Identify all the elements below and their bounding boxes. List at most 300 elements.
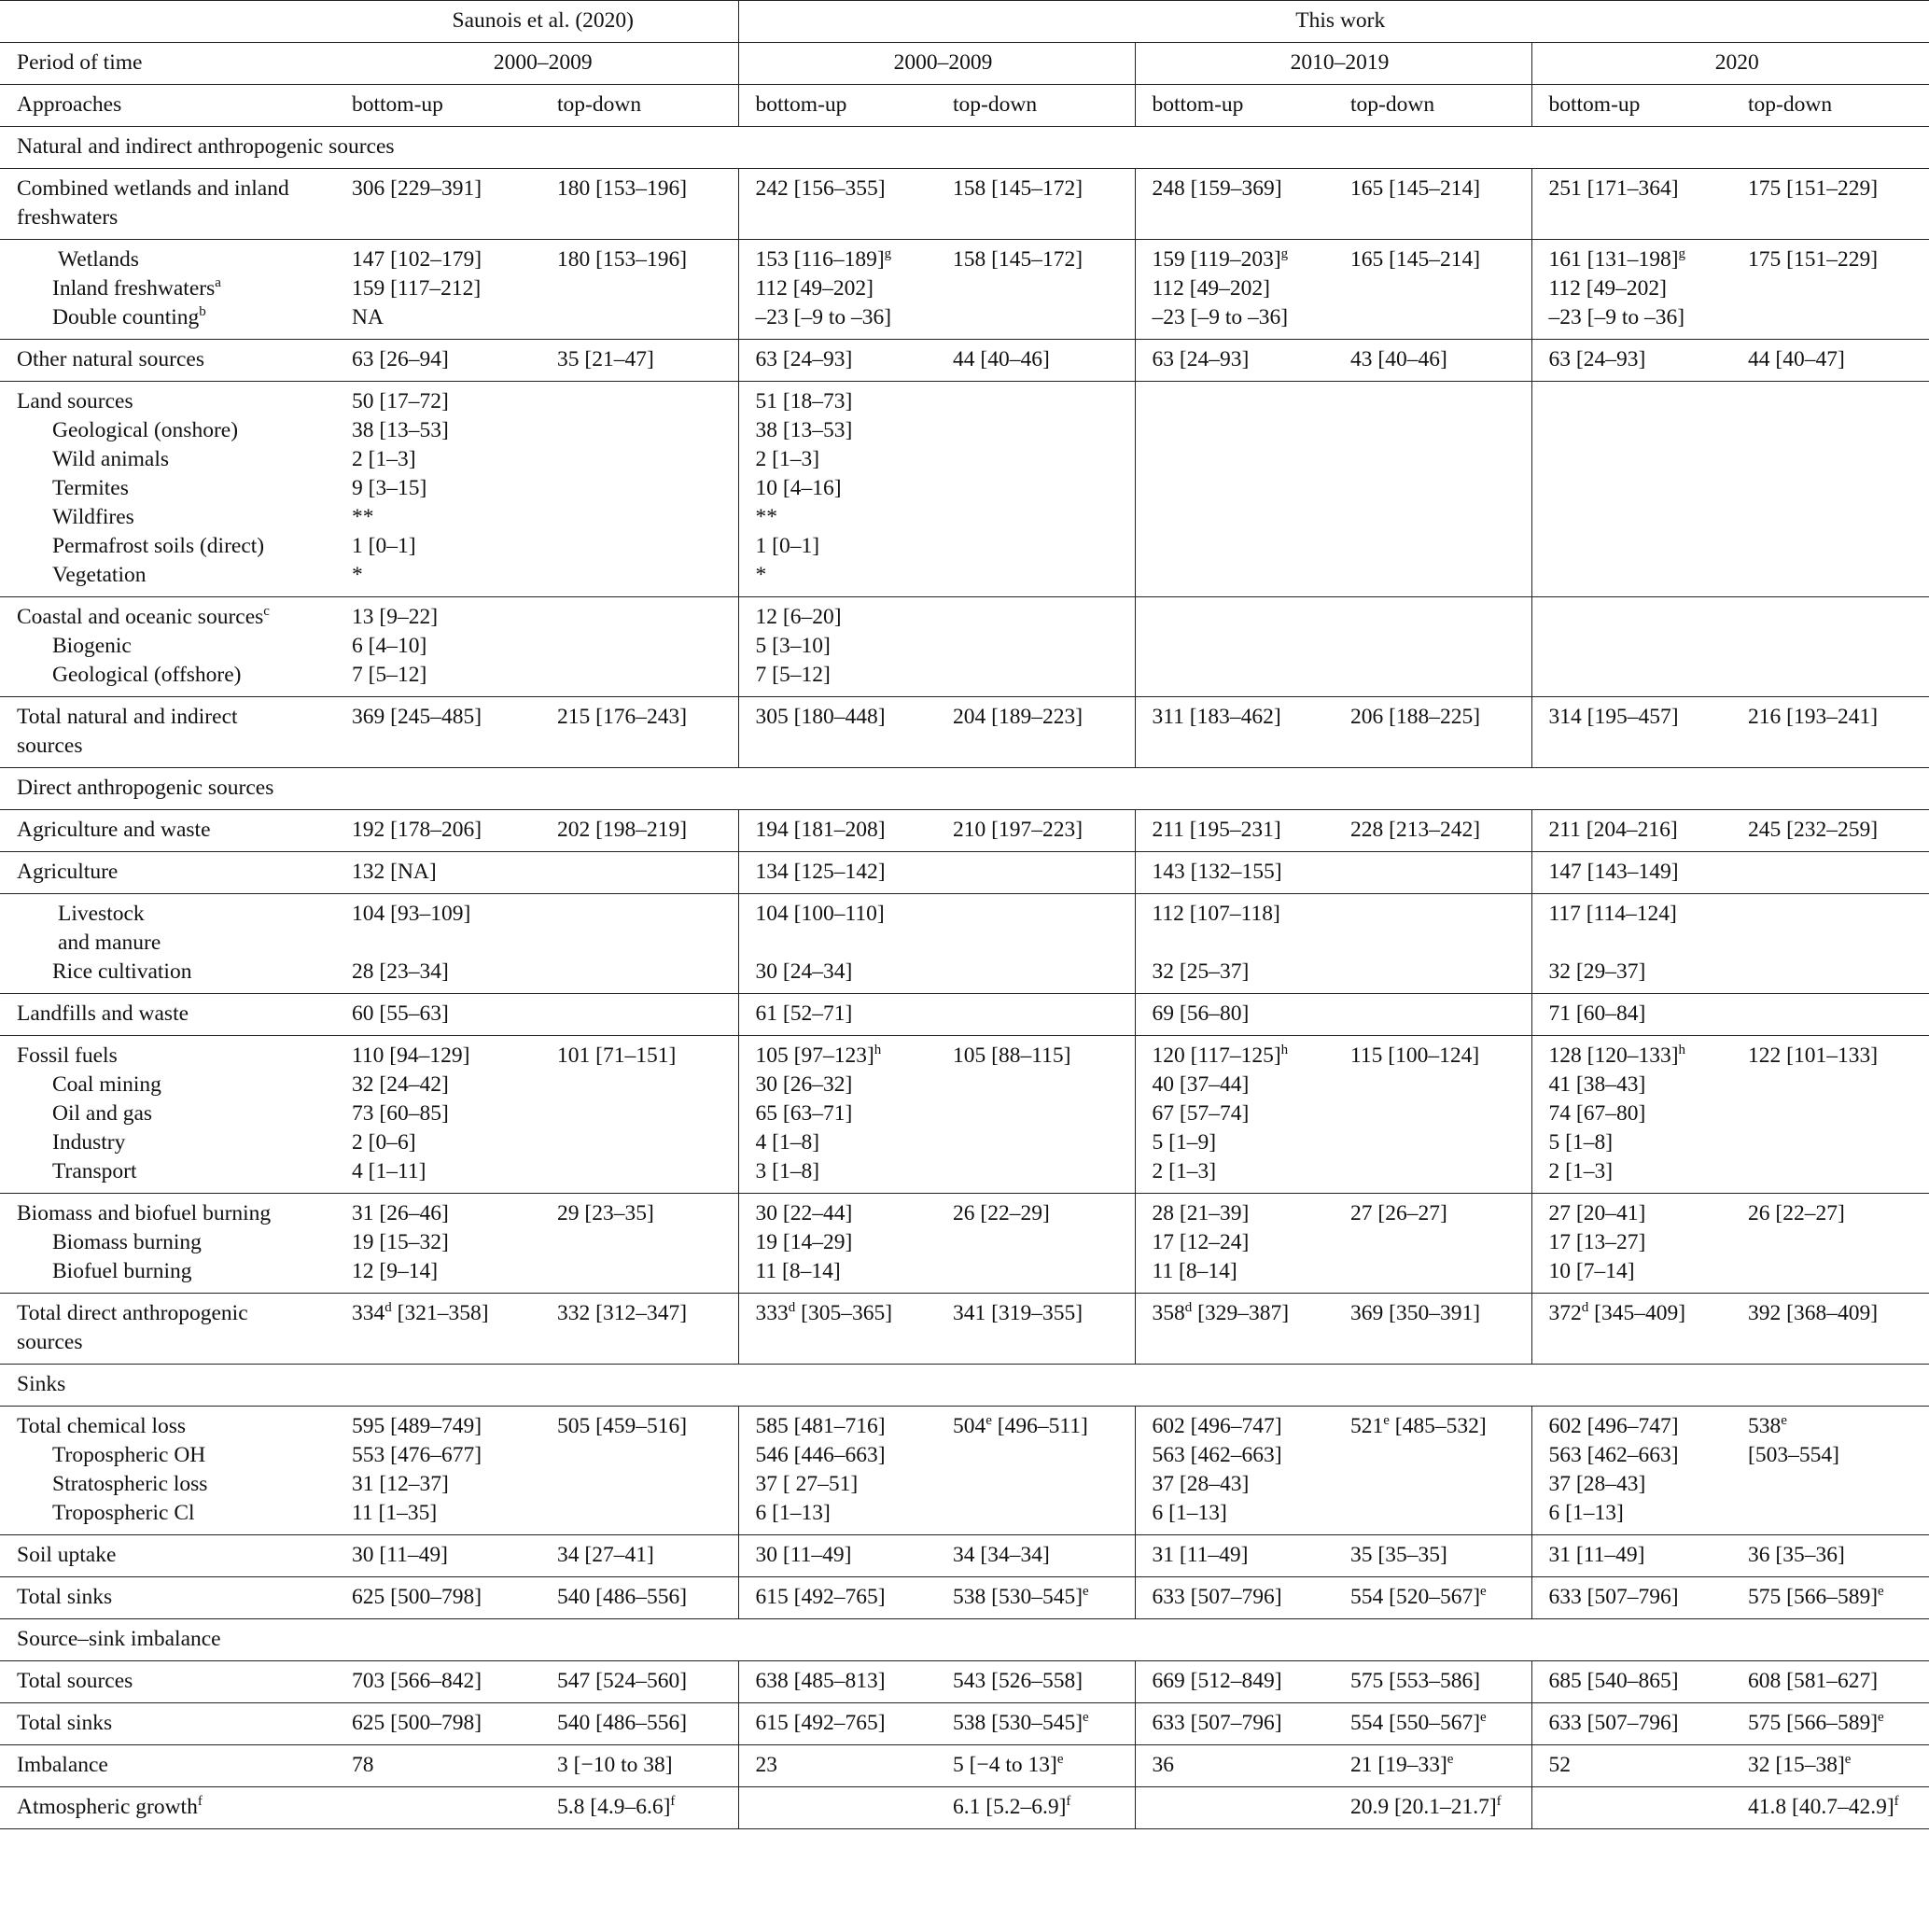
value-line: 2 [1–3] <box>755 447 820 471</box>
value-line: 602 [496–747] <box>1152 1414 1282 1438</box>
section-heading: Natural and indirect anthropogenic sources <box>0 127 1929 169</box>
value-line <box>557 1793 734 1822</box>
value-line: 563 [462–663] <box>1548 1443 1679 1467</box>
footnote-marker: e <box>1781 1413 1787 1428</box>
value-text: Livestock <box>58 902 145 926</box>
value-line: 73 [60–85] <box>352 1101 449 1126</box>
value-cell <box>1334 240 1531 340</box>
value-cell <box>1531 1407 1731 1535</box>
row-label-line <box>17 1199 331 1228</box>
value-line <box>953 1751 1131 1780</box>
value-cell <box>335 382 540 597</box>
value-line: 595 [489–749] <box>352 1414 482 1438</box>
value-cell <box>1531 1661 1731 1703</box>
row-label-line <box>17 1470 331 1499</box>
row-label-line <box>17 1157 331 1186</box>
value-text: Agriculture <box>17 860 119 884</box>
header-approach: bottom-up <box>1531 85 1731 127</box>
value-text: freshwaters <box>17 205 119 230</box>
value-line: 37 [28–43] <box>1152 1472 1250 1496</box>
row-label <box>0 1745 335 1787</box>
header-approach: top-down <box>1731 85 1929 127</box>
value-cell <box>540 382 738 597</box>
row-label <box>0 1703 335 1745</box>
footnote-marker: e <box>1083 1710 1089 1725</box>
table-row <box>0 340 1929 382</box>
value-text: Wild animals <box>52 447 170 471</box>
value-cell <box>1531 1745 1731 1787</box>
row-label <box>0 1787 335 1829</box>
value-cell <box>335 1294 540 1365</box>
row-label-line <box>17 858 331 887</box>
value-line: 669 [512–849] <box>1152 1669 1282 1693</box>
value-cell <box>738 894 936 994</box>
value-line <box>1748 1751 1925 1780</box>
value-line: 17 [13–27] <box>1548 1230 1646 1254</box>
value-cell <box>1731 1745 1929 1787</box>
header-approach: bottom-up <box>738 85 936 127</box>
value-line: 26 [22–27] <box>1748 1201 1845 1225</box>
value-line: 192 [178–206] <box>352 818 482 842</box>
value-cell <box>738 994 936 1036</box>
table-row <box>0 1407 1929 1535</box>
value-text: 161 [131–198] <box>1548 247 1679 272</box>
value-line: 608 [581–627] <box>1748 1669 1879 1693</box>
value-cell <box>936 894 1135 994</box>
value-line: 175 [151–229] <box>1748 176 1879 201</box>
value-cell <box>1334 1745 1531 1787</box>
value-cell <box>738 697 936 768</box>
header-period: 2000–2009 <box>738 43 1135 85</box>
footnote-marker: e <box>1844 1752 1852 1767</box>
value-line: 2 [1–3] <box>352 447 416 471</box>
value-line: 625 [500–798] <box>352 1585 482 1609</box>
value-cell <box>936 597 1135 697</box>
value-cell <box>936 1194 1135 1294</box>
value-line <box>1549 1299 1728 1328</box>
value-cell <box>1531 994 1731 1036</box>
value-line: 7 [5–12] <box>352 663 427 687</box>
value-cell <box>540 1577 738 1619</box>
row-label-line <box>17 274 331 303</box>
footnote-marker: h <box>1280 1043 1289 1057</box>
value-line: 112 [49–202] <box>1548 276 1667 301</box>
value-text: Imbalance <box>17 1753 108 1777</box>
value-line: 74 [67–80] <box>1548 1101 1646 1126</box>
value-cell <box>540 852 738 894</box>
value-cell <box>1334 994 1531 1036</box>
section-row <box>0 768 1929 810</box>
value-line: 117 [114–124] <box>1548 902 1677 926</box>
value-line: 7 [5–12] <box>755 663 831 687</box>
row-label-line <box>17 1751 331 1780</box>
row-label-line <box>17 345 331 374</box>
value-cell <box>1731 1294 1929 1365</box>
value-line: 37 [ 27–51] <box>755 1472 859 1496</box>
row-label-line <box>17 1042 331 1071</box>
value-line: 30 [24–34] <box>755 959 853 984</box>
footnote-marker: d <box>788 1300 796 1315</box>
value-cell <box>738 852 936 894</box>
value-text: 21 [19–33] <box>1350 1753 1447 1777</box>
value-line: 633 [507–796] <box>1548 1711 1679 1735</box>
value-cell <box>1135 994 1334 1036</box>
value-text: Combined wetlands and inland <box>17 176 289 201</box>
value-text: 334 <box>352 1301 385 1325</box>
value-line: 505 [459–516] <box>557 1414 688 1438</box>
value-cell <box>1135 1535 1334 1577</box>
value-cell <box>936 382 1135 597</box>
footnote-marker: e <box>1480 1710 1487 1725</box>
value-cell <box>1531 597 1731 697</box>
header-approach: top-down <box>1334 85 1531 127</box>
value-line: 134 [125–142] <box>755 860 886 884</box>
header-approaches-label: Approaches <box>0 85 335 127</box>
value-line: 44 [40–46] <box>953 347 1050 371</box>
table-row <box>0 1194 1929 1294</box>
footnote-marker: e <box>1878 1584 1884 1599</box>
value-line: 633 [507–796] <box>1548 1585 1679 1609</box>
footnote-marker: f <box>197 1794 203 1809</box>
header-group-this-work: This work <box>738 1 1929 43</box>
value-line: 4 [1–11] <box>352 1159 426 1183</box>
section-row <box>0 1365 1929 1407</box>
value-cell <box>540 240 738 340</box>
value-line: 332 [312–347] <box>557 1301 688 1325</box>
value-line: 245 [232–259] <box>1748 818 1879 842</box>
value-line: 2 [1–3] <box>1152 1159 1217 1183</box>
row-label <box>0 852 335 894</box>
value-line <box>1153 1299 1331 1328</box>
row-label <box>0 382 335 597</box>
value-line <box>756 929 933 958</box>
value-line: 211 [195–231] <box>1152 818 1281 842</box>
value-cell <box>335 597 540 697</box>
value-text: Tropospheric OH <box>52 1443 206 1467</box>
value-cell <box>540 994 738 1036</box>
value-line: 104 [93–109] <box>352 902 471 926</box>
value-text: Total sources <box>17 1669 133 1693</box>
value-text: Wildfires <box>52 505 134 529</box>
value-cell <box>1731 382 1929 597</box>
row-label-line <box>17 245 331 274</box>
value-cell <box>1531 240 1731 340</box>
value-cell <box>936 1745 1135 1787</box>
row-label-line <box>17 1709 331 1738</box>
value-text: Total sinks <box>17 1585 113 1609</box>
value-cell <box>1531 1036 1731 1194</box>
value-line: –23 [–9 to –36] <box>1548 305 1685 329</box>
value-line <box>1748 1583 1925 1612</box>
value-line: 1 [0–1] <box>755 534 820 558</box>
value-cell <box>540 1703 738 1745</box>
value-line: 26 [22–29] <box>953 1201 1050 1225</box>
value-text: Stratospheric loss <box>52 1472 208 1496</box>
row-label-line <box>17 900 331 929</box>
value-line: 553 [476–677] <box>352 1443 482 1467</box>
value-cell <box>1334 597 1531 697</box>
value-text: Coal mining <box>52 1072 161 1097</box>
value-text: 538 [530–545] <box>953 1585 1083 1609</box>
footnote-marker: e <box>1083 1584 1089 1599</box>
value-line <box>1748 1793 1925 1822</box>
value-text: 554 [520–567] <box>1350 1585 1481 1609</box>
value-line: 210 [197–223] <box>953 818 1083 842</box>
value-cell <box>1135 597 1334 697</box>
value-text: Tropospheric Cl <box>52 1501 195 1525</box>
footnote-marker: e <box>1480 1584 1487 1599</box>
value-line: 35 [21–47] <box>557 347 654 371</box>
value-cell <box>335 810 540 852</box>
value-cell <box>540 697 738 768</box>
value-text: Biogenic <box>52 634 132 658</box>
value-cell <box>936 697 1135 768</box>
value-text: 358 <box>1152 1301 1185 1325</box>
table-body <box>0 127 1929 1829</box>
value-text: Industry <box>52 1130 126 1155</box>
value-cell <box>1334 1535 1531 1577</box>
footnote-marker: e <box>1056 1752 1064 1767</box>
value-cell <box>1135 1745 1334 1787</box>
row-label-line <box>17 1328 331 1357</box>
value-line: 28 [23–34] <box>352 959 449 984</box>
footnote-marker: e <box>1447 1752 1454 1767</box>
value-text: Inland freshwaters <box>52 276 216 301</box>
row-label-line <box>17 532 331 561</box>
row-label-line <box>17 1099 331 1128</box>
value-line: 115 [100–124] <box>1350 1043 1480 1068</box>
value-line: 3 [−10 to 38] <box>557 1753 673 1777</box>
value-line: 43 [40–46] <box>1350 347 1447 371</box>
value-line: 5 [3–10] <box>755 634 831 658</box>
value-line: 540 [486–556] <box>557 1585 688 1609</box>
value-line <box>1748 1412 1925 1441</box>
table-row <box>0 994 1929 1036</box>
value-cell <box>936 1036 1135 1194</box>
header-approach: top-down <box>540 85 738 127</box>
footnote-marker: h <box>874 1043 882 1057</box>
value-cell <box>540 1407 738 1535</box>
value-line <box>352 929 537 958</box>
value-text: 128 [120–133] <box>1548 1043 1679 1068</box>
value-text: Fossil fuels <box>17 1043 118 1068</box>
value-cell <box>738 1787 936 1829</box>
value-cell <box>738 1294 936 1365</box>
value-cell <box>1135 1703 1334 1745</box>
value-cell <box>540 894 738 994</box>
row-label <box>0 994 335 1036</box>
header-approach: bottom-up <box>335 85 540 127</box>
row-label-line <box>17 703 331 732</box>
value-line <box>756 245 933 274</box>
value-text: Geological (offshore) <box>52 663 242 687</box>
value-cell <box>738 1407 936 1535</box>
header-period: 2000–2009 <box>335 43 738 85</box>
value-cell <box>738 597 936 697</box>
value-line: 602 [496–747] <box>1548 1414 1679 1438</box>
value-cell <box>936 810 1135 852</box>
value-line: 34 [34–34] <box>953 1543 1050 1567</box>
value-line: 101 [71–151] <box>557 1043 677 1068</box>
value-line: 32 [25–37] <box>1152 959 1250 984</box>
value-cell <box>540 1036 738 1194</box>
value-cell <box>1334 894 1531 994</box>
value-cell <box>1334 1036 1531 1194</box>
value-cell <box>1135 1194 1334 1294</box>
value-cell <box>1731 597 1929 697</box>
value-line: 27 [26–27] <box>1350 1201 1447 1225</box>
value-line: 112 [107–118] <box>1152 902 1280 926</box>
footnote-marker: h <box>1678 1043 1686 1057</box>
value-text: Biofuel burning <box>52 1259 192 1283</box>
footnote-marker: g <box>1678 246 1686 261</box>
value-cell <box>540 340 738 382</box>
section-row <box>0 1619 1929 1661</box>
value-cell <box>1135 1294 1334 1365</box>
value-line: 2 [0–6] <box>352 1130 416 1155</box>
value-line: 4 [1–8] <box>755 1130 820 1155</box>
value-line: NA <box>352 305 384 329</box>
table-row <box>0 1577 1929 1619</box>
value-text: Permafrost soils (direct) <box>52 534 265 558</box>
value-cell <box>936 1661 1135 1703</box>
value-line: 132 [NA] <box>352 860 437 884</box>
table-row <box>0 1535 1929 1577</box>
value-line: 67 [57–74] <box>1152 1101 1250 1126</box>
value-line: 71 [60–84] <box>1548 1001 1646 1026</box>
value-cell <box>1531 1535 1731 1577</box>
value-line: 615 [492–765] <box>755 1585 886 1609</box>
value-cell <box>335 1703 540 1745</box>
value-line: 38 [13–53] <box>352 418 449 442</box>
value-line: 36 <box>1152 1753 1174 1777</box>
row-label <box>0 1535 335 1577</box>
value-line: 29 [23–35] <box>557 1201 654 1225</box>
value-line: 341 [319–355] <box>953 1301 1083 1325</box>
header-approach: top-down <box>936 85 1135 127</box>
value-line <box>1350 1709 1528 1738</box>
value-line: 63 [24–93] <box>1152 347 1250 371</box>
value-cell <box>1334 1194 1531 1294</box>
footnote-marker: d <box>384 1300 392 1315</box>
table-row <box>0 1745 1929 1787</box>
value-line <box>1350 1793 1528 1822</box>
value-cell <box>1731 697 1929 768</box>
value-range: [305–365] <box>795 1301 893 1325</box>
value-line: 63 [24–93] <box>1548 347 1646 371</box>
value-line: 6 [4–10] <box>352 634 427 658</box>
value-line: 112 [49–202] <box>755 276 874 301</box>
value-cell <box>1334 1577 1531 1619</box>
value-text: 538 <box>1748 1414 1782 1438</box>
value-line: 10 [7–14] <box>1548 1259 1635 1283</box>
table-row <box>0 1294 1929 1365</box>
value-cell <box>1731 1407 1929 1535</box>
value-cell <box>1531 1577 1731 1619</box>
value-text: 20.9 [20.1–21.7] <box>1350 1795 1497 1819</box>
value-cell <box>335 894 540 994</box>
footnote-marker: d <box>1581 1300 1589 1315</box>
row-label <box>0 1661 335 1703</box>
value-cell <box>1135 240 1334 340</box>
value-cell <box>936 1407 1135 1535</box>
value-text: 575 [566–589] <box>1748 1585 1879 1609</box>
row-label-line <box>17 445 331 474</box>
value-line: 165 [145–214] <box>1350 176 1481 201</box>
value-text: Transport <box>52 1159 137 1183</box>
value-line <box>1549 245 1728 274</box>
value-line <box>756 1299 933 1328</box>
value-cell <box>1334 169 1531 240</box>
value-cell <box>1334 340 1531 382</box>
row-label-line <box>17 1228 331 1257</box>
table-row <box>0 852 1929 894</box>
value-cell <box>1731 994 1929 1036</box>
row-label-line <box>17 661 331 690</box>
section-heading: Source–sink imbalance <box>0 1619 1929 1661</box>
table-row <box>0 1036 1929 1194</box>
footnote-marker: g <box>1280 246 1289 261</box>
value-cell <box>335 1577 540 1619</box>
value-text: 372 <box>1548 1301 1582 1325</box>
value-line: 204 [189–223] <box>953 705 1083 729</box>
footnote-marker: d <box>1184 1300 1193 1315</box>
value-text: 159 [119–203] <box>1152 247 1281 272</box>
value-line: 547 [524–560] <box>557 1669 688 1693</box>
value-line: 105 [88–115] <box>953 1043 1071 1068</box>
value-line: 158 [145–172] <box>953 247 1083 272</box>
row-label <box>0 1407 335 1535</box>
table-row <box>0 1787 1929 1829</box>
row-label-line <box>17 1441 331 1470</box>
value-line: 40 [37–44] <box>1152 1072 1250 1097</box>
value-cell <box>540 169 738 240</box>
table-row <box>0 1703 1929 1745</box>
value-line: 78 <box>352 1753 374 1777</box>
footnote-marker: f <box>1894 1794 1899 1809</box>
value-cell <box>1531 697 1731 768</box>
value-line: 158 [145–172] <box>953 176 1083 201</box>
value-cell <box>1731 810 1929 852</box>
value-text: Biomass and biofuel burning <box>17 1201 272 1225</box>
value-cell <box>335 1407 540 1535</box>
value-line: 63 [24–93] <box>755 347 853 371</box>
value-line: 30 [11–49] <box>755 1543 852 1567</box>
value-text: 153 [116–189] <box>755 247 885 272</box>
value-cell <box>1334 382 1531 597</box>
value-line: 52 <box>1548 1753 1571 1777</box>
value-line: 6 [1–13] <box>1152 1501 1227 1525</box>
value-cell <box>1135 810 1334 852</box>
value-line: 703 [566–842] <box>352 1669 482 1693</box>
value-line: 211 [204–216] <box>1548 818 1678 842</box>
footnote-marker: f <box>1496 1794 1502 1809</box>
row-label-line <box>17 416 331 445</box>
value-cell <box>335 169 540 240</box>
value-cell <box>1334 1703 1531 1745</box>
header-empty-cell <box>0 1 335 43</box>
value-cell <box>1531 1194 1731 1294</box>
value-text: 538 [530–545] <box>953 1711 1083 1735</box>
value-cell <box>335 1036 540 1194</box>
row-label <box>0 1577 335 1619</box>
value-text: 6.1 [5.2–6.9] <box>953 1795 1067 1819</box>
value-line: 11 [8–14] <box>755 1259 841 1283</box>
value-cell <box>1135 340 1334 382</box>
row-label <box>0 597 335 697</box>
value-cell <box>936 1294 1135 1365</box>
value-text: Landfills and waste <box>17 1001 189 1026</box>
